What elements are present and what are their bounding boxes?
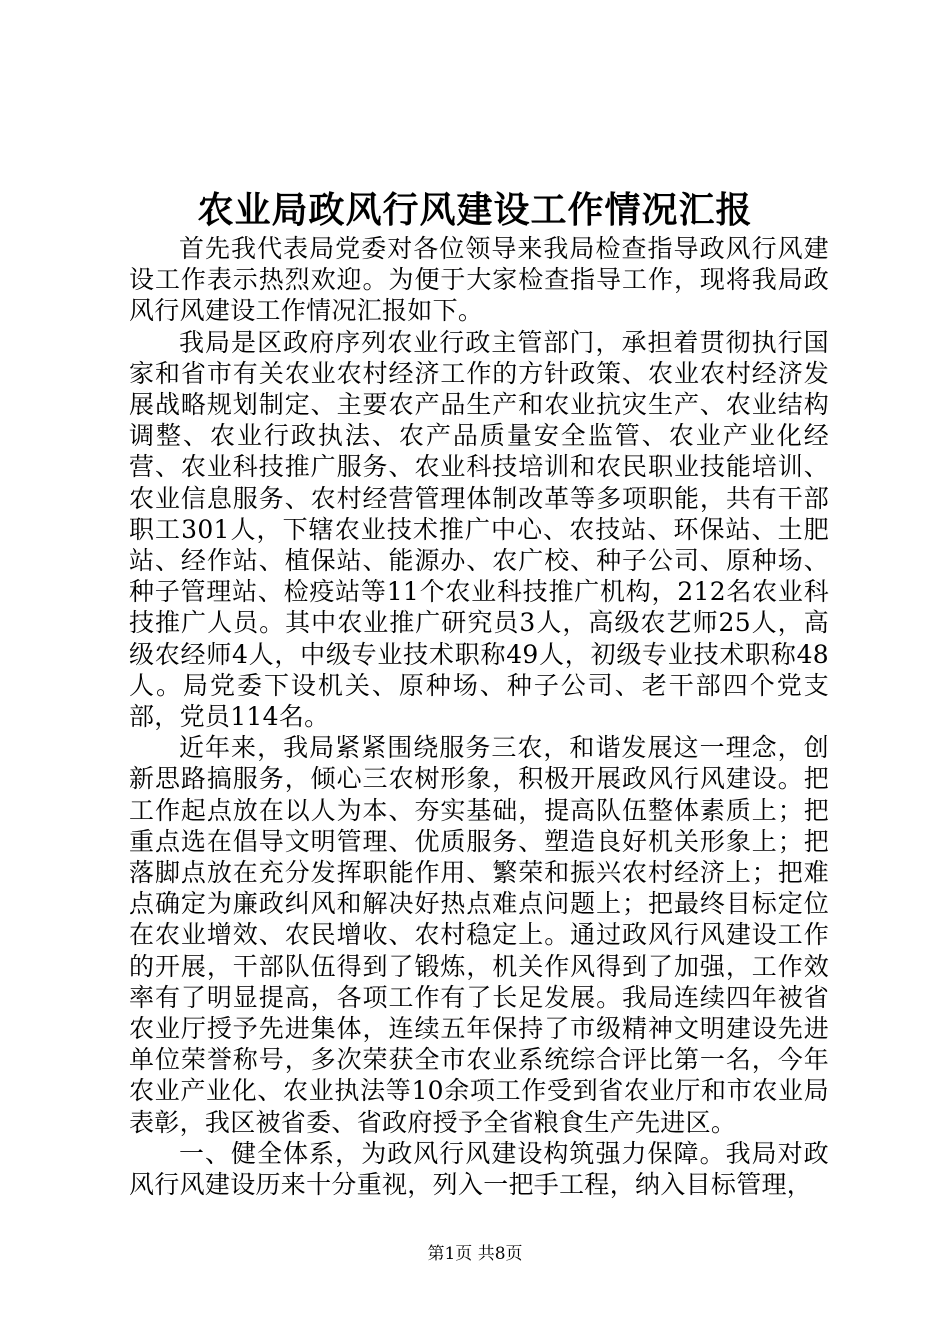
paragraph-achievements: 近年来，我局紧紧围绕服务三农，和谐发展这一理念，创新思路搞服务，倾心三农树形象，积极开展政风行风建设。把工作起点放在以人为本、夯实基础，提高队伍整体素质上；把重点选在倡导文明管理、优质服务、塑造良好机关形象上；把落脚点放在充分发挥职能作用、繁荣和振兴农村经济上；把难点确定为廉政纠风和解决好热点难点问题上；把最终目标定位在农业增效、农民增收、农村稳定上。通过政风行风建设工作的开展，干部队伍得到了锻炼，机关作风得到了加强，工作效率有了明显提高，各项工作有了长足发展。我局连续四年被省农业厅授予先进集体，连续五年保持了市级精神文明建设先进单位荣誉称号，多次荣获全市农业系统综合评比第一名，今年农业产业化、农业执法等10余项工作受到省农业厅和市农业局表彰，我区被省委、省政府授予全省粮食生产先进区。	[129, 733, 829, 1137]
paragraph-section-one: 一、健全体系，为政风行风建设构筑强力保障。我局对政风行风建设历来十分重视，列入一把手工程，纳入目标管理，	[129, 1138, 829, 1200]
document-body	[129, 233, 829, 1200]
paragraph-overview: 我局是区政府序列农业行政主管部门，承担着贯彻执行国家和省市有关农业农村经济工作的方针政策、农业农村经济发展战略规划制定、主要农产品生产和农业抗灾生产、农业结构调整、农业行政执法、农产品质量安全监管、农业产业化经营、农业科技推广服务、农业科技培训和农民职业技能培训、农业信息服务、农村经营管理体制改革等多项职能，共有干部职工301人，下辖农业技术推广中心、农技站、环保站、土肥站、经作站、植保站、能源办、农广校、种子公司、原种场、种子管理站、检疫站等11个农业科技推广机构，212名农业科技推广人员。其中农业推广研究员3人，高级农艺师25人，高级农经师4人，中级专业技术职称49人，初级专业技术职称48人。局党委下设机关、原种场、种子公司、老干部四个党支部，党员114名。	[129, 327, 829, 732]
document-title: 农业局政风行风建设工作情况汇报	[197, 189, 753, 231]
paragraph-intro: 首先我代表局党委对各位领导来我局检查指导政风行风建设工作表示热烈欢迎。为便于大家检查指导工作，现将我局政风行风建设工作情况汇报如下。	[129, 234, 829, 326]
page-number: 第1页 共8页	[427, 1244, 523, 1264]
